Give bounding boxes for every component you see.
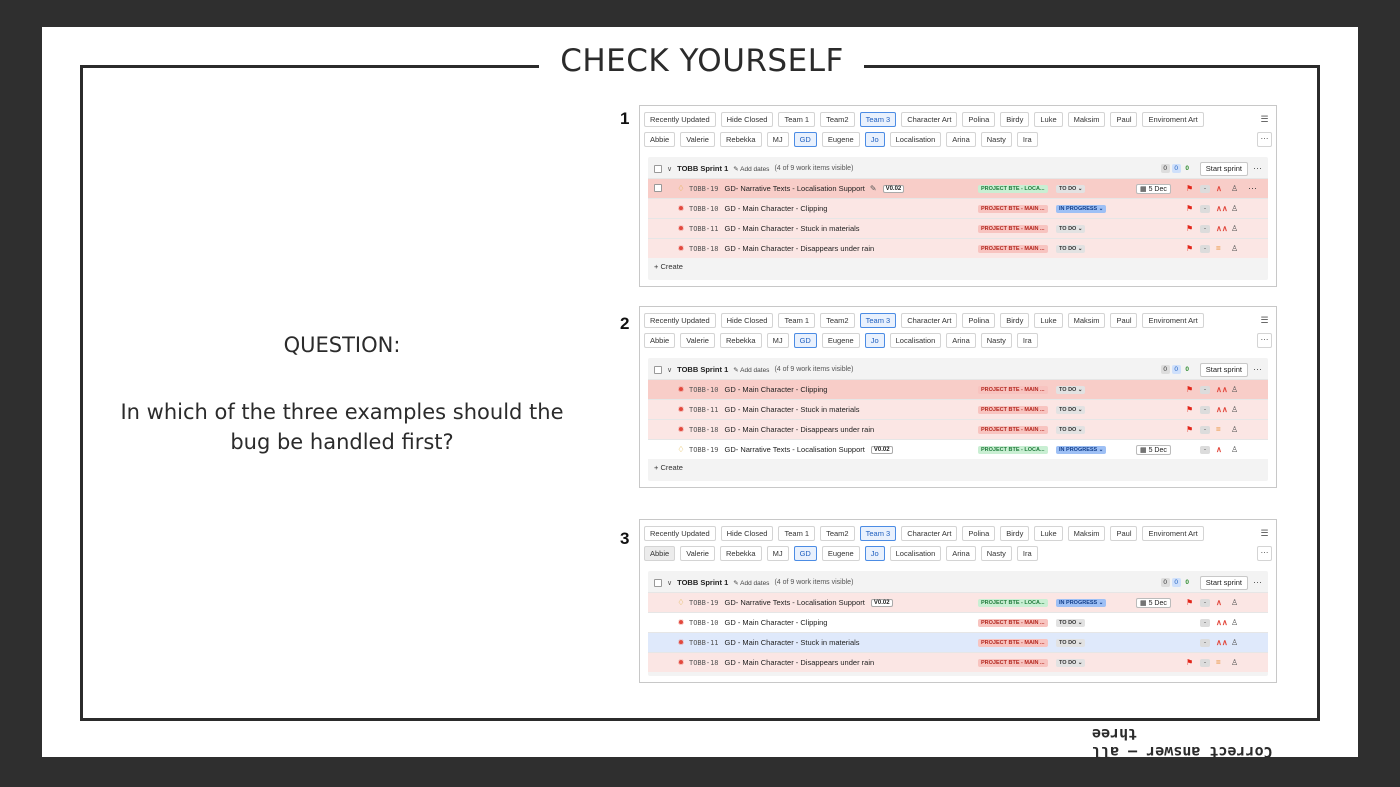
example-number-3: 3 <box>620 529 630 548</box>
epic-lozenge[interactable]: PROJECT BTE - MAIN ... <box>978 406 1048 414</box>
bug-icon: ✹ <box>677 658 685 667</box>
issue-key[interactable]: TOBB-19 <box>689 598 719 607</box>
due-date <box>1136 445 1171 455</box>
issue-key[interactable]: TOBB-18 <box>689 425 719 434</box>
filter-chip-ira[interactable]: Ira <box>1017 132 1038 147</box>
priority-icon: = <box>1216 244 1221 253</box>
create-label: Create <box>660 463 683 472</box>
status-dropdown[interactable]: TO DO ⌄ <box>1056 245 1085 253</box>
filter-chip-gd[interactable]: GD <box>794 132 817 147</box>
filter-chip-nasty[interactable]: Nasty <box>981 333 1012 348</box>
sliders-icon[interactable]: ☰ <box>1260 527 1269 538</box>
issue-row[interactable] <box>648 439 1268 459</box>
sprint-name: TOBB Sprint 1 <box>677 164 729 173</box>
filter-chip-mj[interactable]: MJ <box>767 546 789 561</box>
issue-key[interactable]: TOBB-19 <box>689 184 719 193</box>
filter-chip-mj[interactable]: MJ <box>767 333 789 348</box>
epic-lozenge[interactable]: PROJECT BTE - LOCA... <box>978 599 1048 607</box>
lightbulb-icon: ♢ <box>677 445 685 454</box>
estimate[interactable]: - <box>1200 619 1210 627</box>
filter-chip-team-1[interactable]: Team 1 <box>778 526 815 541</box>
flag-icon[interactable]: ⚑ <box>1186 658 1194 667</box>
issue-key[interactable]: TOBB-18 <box>689 244 719 253</box>
start-sprint-button[interactable]: Start sprint <box>1200 162 1248 176</box>
due-date <box>1136 184 1171 194</box>
calendar-icon: ▦ <box>1140 446 1149 454</box>
status-dropdown[interactable]: TO DO ⌄ <box>1056 386 1085 394</box>
epic-lozenge[interactable]: PROJECT BTE - MAIN ... <box>978 639 1048 647</box>
person-icon[interactable]: ♙ <box>1231 244 1239 253</box>
epic-lozenge[interactable]: PROJECT BTE - MAIN ... <box>978 386 1048 394</box>
issue-summary[interactable]: GD - Main Character - Disappears under rain <box>724 425 875 434</box>
add-dates-link[interactable] <box>733 366 769 374</box>
issue-key[interactable]: TOBB-19 <box>689 445 719 454</box>
visible-count: (4 of 9 work items visible) <box>774 579 854 586</box>
status-dropdown[interactable]: IN PROGRESS ⌄ <box>1056 599 1106 607</box>
sliders-icon[interactable]: ☰ <box>1260 113 1269 124</box>
board-panel-3 <box>639 519 1277 683</box>
issue-key[interactable]: TOBB-11 <box>689 405 719 414</box>
add-dates-label: Add dates <box>740 366 770 374</box>
filter-chip-team-1[interactable]: Team 1 <box>778 313 815 328</box>
issue-row[interactable] <box>648 399 1268 419</box>
flag-icon[interactable]: ⚑ <box>1186 184 1194 193</box>
lightbulb-icon: ♢ <box>677 598 685 607</box>
filter-chip-luke[interactable]: Luke <box>1034 112 1062 127</box>
filter-chip-hide-closed[interactable]: Hide Closed <box>721 313 774 328</box>
status-dropdown[interactable]: TO DO ⌄ <box>1056 185 1085 193</box>
filter-chip-team2[interactable]: Team2 <box>820 313 855 328</box>
person-icon[interactable]: ♙ <box>1231 445 1239 454</box>
create-button[interactable] <box>648 459 1268 477</box>
filter-chip-abbie[interactable]: Abbie <box>644 132 675 147</box>
count-todo: 0 <box>1161 365 1170 374</box>
filter-row-2 <box>644 330 1272 350</box>
ellipsis-icon[interactable]: ⋯ <box>1253 163 1262 173</box>
issue-row[interactable] <box>648 379 1268 399</box>
filter-chip-gd[interactable]: GD <box>794 333 817 348</box>
person-icon[interactable]: ♙ <box>1231 385 1239 394</box>
filter-chip-luke[interactable]: Luke <box>1034 526 1062 541</box>
filter-chip-jo[interactable]: Jo <box>865 546 885 561</box>
filter-chip-arina[interactable]: Arina <box>946 132 976 147</box>
epic-lozenge[interactable]: PROJECT BTE - MAIN ... <box>978 659 1048 667</box>
filter-chip-recently-updated[interactable]: Recently Updated <box>644 313 716 328</box>
question-text: In which of the three examples should the bug be handled first? <box>120 400 564 454</box>
lightbulb-icon: ♢ <box>677 184 685 193</box>
issue-summary[interactable]: GD - Main Character - Clipping <box>724 385 828 394</box>
epic-lozenge[interactable]: PROJECT BTE - LOCA... <box>978 185 1048 193</box>
priority-icon: ∧∧ <box>1216 385 1228 394</box>
epic-lozenge[interactable]: PROJECT BTE - MAIN ... <box>978 245 1048 253</box>
filter-chip-team-3[interactable]: Team 3 <box>860 526 897 541</box>
filter-chip-gd[interactable]: GD <box>794 546 817 561</box>
epic-lozenge[interactable]: PROJECT BTE - MAIN ... <box>978 225 1048 233</box>
chevron-down-icon[interactable]: ∨ <box>667 366 673 374</box>
status-dropdown[interactable]: TO DO ⌄ <box>1056 406 1085 414</box>
quick-filters <box>640 106 1276 151</box>
issue-row[interactable] <box>648 652 1268 672</box>
filter-chip-character-art[interactable]: Character Art <box>901 313 957 328</box>
calendar-icon: ▦ <box>1140 599 1149 607</box>
filter-chip-abbie[interactable]: Abbie <box>644 546 675 561</box>
count-done: 0 <box>1185 165 1190 172</box>
issue-summary[interactable]: GD - Main Character - Clipping <box>724 618 828 627</box>
person-icon[interactable]: ♙ <box>1231 204 1239 213</box>
count-todo: 0 <box>1161 164 1170 173</box>
filter-chip-team2[interactable]: Team2 <box>820 526 855 541</box>
bug-icon: ✹ <box>677 405 685 414</box>
filter-chip-eugene[interactable]: Eugene <box>822 132 860 147</box>
filter-chip-rebekka[interactable]: Rebekka <box>720 132 762 147</box>
filter-chip-luke[interactable]: Luke <box>1034 313 1062 328</box>
add-dates-link[interactable] <box>733 579 769 587</box>
person-icon[interactable]: ♙ <box>1231 598 1239 607</box>
flag-icon[interactable]: ⚑ <box>1186 425 1194 434</box>
priority-icon: ∧ <box>1216 445 1222 454</box>
issue-row[interactable] <box>648 238 1268 258</box>
estimate[interactable]: - <box>1200 406 1210 414</box>
priority-icon: = <box>1216 658 1221 667</box>
calendar-icon: ▦ <box>1140 185 1149 193</box>
filter-chip-character-art[interactable]: Character Art <box>901 112 957 127</box>
filter-chip-hide-closed[interactable]: Hide Closed <box>721 526 774 541</box>
bug-icon: ✹ <box>677 385 685 394</box>
sprint-name: TOBB Sprint 1 <box>677 578 729 587</box>
filter-chip-arina[interactable]: Arina <box>946 546 976 561</box>
filter-chip-jo[interactable]: Jo <box>865 333 885 348</box>
slide <box>42 27 1358 761</box>
sprint-checkbox[interactable] <box>654 366 662 374</box>
flag-icon[interactable]: ⚑ <box>1186 405 1194 414</box>
fix-version: V0.02 <box>871 446 893 454</box>
filter-chip-birdy[interactable]: Birdy <box>1000 526 1029 541</box>
issue-row[interactable] <box>648 178 1268 198</box>
priority-icon: ∧∧ <box>1216 204 1228 213</box>
bug-icon: ✹ <box>677 244 685 253</box>
start-sprint-button[interactable]: Start sprint <box>1200 576 1248 590</box>
filter-chip-abbie[interactable]: Abbie <box>644 333 675 348</box>
sprint-name: TOBB Sprint 1 <box>677 365 729 374</box>
sprint-section <box>648 157 1268 280</box>
priority-icon: ∧ <box>1216 184 1222 193</box>
person-icon[interactable]: ♙ <box>1231 425 1239 434</box>
issue-row[interactable] <box>648 419 1268 439</box>
ellipsis-icon[interactable]: ⋯ <box>1248 183 1257 193</box>
priority-icon: ∧∧ <box>1216 405 1228 414</box>
filter-chip-hide-closed[interactable]: Hide Closed <box>721 112 774 127</box>
due-date-text: 5 Dec <box>1148 599 1167 607</box>
status-dropdown[interactable]: TO DO ⌄ <box>1056 659 1085 667</box>
filter-chip-mj[interactable]: MJ <box>767 132 789 147</box>
sprint-header <box>648 573 1268 592</box>
edit-icon: ✎ <box>733 366 741 374</box>
create-button[interactable] <box>648 258 1268 276</box>
priority-icon: ∧∧ <box>1216 638 1228 647</box>
row-checkbox[interactable] <box>654 184 662 192</box>
filter-chip-recently-updated[interactable]: Recently Updated <box>644 526 716 541</box>
plus-icon: + <box>654 262 661 271</box>
plus-icon: + <box>654 463 661 472</box>
filter-chip-maksim[interactable]: Maksim <box>1068 112 1106 127</box>
quick-filters <box>640 307 1276 352</box>
sprint-section <box>648 571 1268 676</box>
epic-lozenge[interactable]: PROJECT BTE - MAIN ... <box>978 426 1048 434</box>
issue-key[interactable]: TOBB-18 <box>689 658 719 667</box>
bug-icon: ✹ <box>677 425 685 434</box>
bug-icon: ✹ <box>677 224 685 233</box>
edit-icon[interactable]: ✎ <box>869 184 877 193</box>
epic-lozenge[interactable]: PROJECT BTE - MAIN ... <box>978 205 1048 213</box>
bug-icon: ✹ <box>677 638 685 647</box>
estimate[interactable]: - <box>1200 599 1210 607</box>
filter-chip-valerie[interactable]: Valerie <box>680 333 715 348</box>
issue-key[interactable]: TOBB-10 <box>689 618 719 627</box>
sprint-checkbox[interactable] <box>654 165 662 173</box>
estimate[interactable]: - <box>1200 446 1210 454</box>
estimate[interactable]: - <box>1200 205 1210 213</box>
estimate[interactable]: - <box>1200 639 1210 647</box>
status-dropdown[interactable]: TO DO ⌄ <box>1056 639 1085 647</box>
due-date-text: 5 Dec <box>1148 185 1167 193</box>
filter-row-1 <box>644 310 1272 330</box>
question-label: QUESTION: <box>283 333 401 357</box>
filter-row-2 <box>644 543 1272 563</box>
answer-text: Correct answer — all three <box>1092 725 1273 761</box>
filter-chip-arina[interactable]: Arina <box>946 333 976 348</box>
count-done: 0 <box>1185 366 1190 373</box>
sprint-checkbox[interactable] <box>654 579 662 587</box>
count-progress: 0 <box>1172 578 1181 587</box>
flag-icon[interactable]: ⚑ <box>1186 224 1194 233</box>
estimate[interactable]: - <box>1200 245 1210 253</box>
filter-chip-team-3[interactable]: Team 3 <box>860 112 897 127</box>
ellipsis-icon[interactable]: ⋯ <box>1253 364 1262 374</box>
sprint-section <box>648 358 1268 481</box>
epic-lozenge[interactable]: PROJECT BTE - MAIN ... <box>978 619 1048 627</box>
issue-key[interactable]: TOBB-10 <box>689 204 719 213</box>
flag-icon[interactable]: ⚑ <box>1186 385 1194 394</box>
filter-chip-enviroment-art[interactable]: Enviroment Art <box>1142 313 1203 328</box>
ellipsis-icon[interactable]: ⋯ <box>1253 577 1262 587</box>
filter-row-1 <box>644 109 1272 129</box>
epic-lozenge[interactable]: PROJECT BTE - LOCA... <box>978 446 1048 454</box>
issue-summary[interactable]: GD - Main Character - Stuck in materials <box>724 638 860 647</box>
priority-icon: ∧ <box>1216 598 1222 607</box>
issue-key[interactable]: TOBB-11 <box>689 638 719 647</box>
board-panel-2 <box>639 306 1277 488</box>
person-icon[interactable]: ♙ <box>1231 405 1239 414</box>
ellipsis-icon[interactable]: ⋯ <box>1257 546 1272 561</box>
issue-key[interactable]: TOBB-11 <box>689 224 719 233</box>
issue-summary[interactable]: GD - Main Character - Stuck in materials <box>724 405 860 414</box>
issue-summary[interactable]: GD- Narrative Texts - Localisation Support <box>724 598 865 607</box>
issue-summary[interactable]: GD - Main Character - Stuck in materials <box>724 224 860 233</box>
count-done: 0 <box>1185 579 1190 586</box>
filter-chip-localisation[interactable]: Localisation <box>890 546 942 561</box>
estimate[interactable]: - <box>1200 185 1210 193</box>
filter-chip-polina[interactable]: Polina <box>962 313 995 328</box>
issue-row[interactable] <box>648 592 1268 612</box>
status-dropdown[interactable]: IN PROGRESS ⌄ <box>1056 446 1106 454</box>
filter-chip-valerie[interactable]: Valerie <box>680 132 715 147</box>
row-checkbox-slot <box>654 184 676 194</box>
example-number-2: 2 <box>620 314 630 333</box>
issue-summary[interactable]: GD - Main Character - Clipping <box>724 204 828 213</box>
issue-row[interactable] <box>648 218 1268 238</box>
issue-row[interactable] <box>648 198 1268 218</box>
chevron-down-icon[interactable]: ∨ <box>667 165 673 173</box>
issue-row[interactable] <box>648 612 1268 632</box>
filter-chip-jo[interactable]: Jo <box>865 132 885 147</box>
person-icon[interactable]: ♙ <box>1231 658 1239 667</box>
person-icon[interactable]: ♙ <box>1231 638 1239 647</box>
start-sprint-button[interactable]: Start sprint <box>1200 363 1248 377</box>
quick-filters <box>640 520 1276 565</box>
filter-chip-maksim[interactable]: Maksim <box>1068 313 1106 328</box>
fix-version: V0.02 <box>883 185 905 193</box>
flag-icon[interactable]: ⚑ <box>1186 244 1194 253</box>
filter-chip-team-3[interactable]: Team 3 <box>860 313 897 328</box>
filter-chip-ira[interactable]: Ira <box>1017 333 1038 348</box>
count-todo: 0 <box>1161 578 1170 587</box>
slide-title: CHECK YOURSELF <box>560 43 844 79</box>
filter-chip-nasty[interactable]: Nasty <box>981 546 1012 561</box>
filter-chip-rebekka[interactable]: Rebekka <box>720 546 762 561</box>
filter-chip-paul[interactable]: Paul <box>1110 526 1137 541</box>
due-date-text: 5 Dec <box>1148 446 1167 454</box>
ellipsis-icon[interactable]: ⋯ <box>1257 132 1272 147</box>
add-dates-link[interactable] <box>733 165 769 173</box>
sprint-header <box>648 159 1268 178</box>
person-icon[interactable]: ♙ <box>1231 224 1239 233</box>
bug-icon: ✹ <box>677 618 685 627</box>
chevron-down-icon[interactable]: ∨ <box>667 579 673 587</box>
priority-icon: ∧∧ <box>1216 618 1228 627</box>
filter-chip-birdy[interactable]: Birdy <box>1000 112 1029 127</box>
issue-summary[interactable]: GD- Narrative Texts - Localisation Support <box>724 445 865 454</box>
issue-summary[interactable]: GD - Main Character - Disappears under rain <box>724 658 875 667</box>
ellipsis-icon[interactable]: ⋯ <box>1257 333 1272 348</box>
filter-chip-eugene[interactable]: Eugene <box>822 333 860 348</box>
filter-chip-polina[interactable]: Polina <box>962 112 995 127</box>
flag-icon[interactable]: ⚑ <box>1186 598 1194 607</box>
status-dropdown[interactable]: IN PROGRESS ⌄ <box>1056 205 1106 213</box>
filter-chip-team-1[interactable]: Team 1 <box>778 112 815 127</box>
sliders-icon[interactable]: ☰ <box>1260 314 1269 325</box>
filter-chip-localisation[interactable]: Localisation <box>890 333 942 348</box>
add-dates-label: Add dates <box>740 579 770 587</box>
filter-chip-nasty[interactable]: Nasty <box>981 132 1012 147</box>
status-dropdown[interactable]: TO DO ⌄ <box>1056 426 1085 434</box>
estimate[interactable]: - <box>1200 426 1210 434</box>
due-date <box>1136 598 1171 608</box>
sprint-header <box>648 360 1268 379</box>
filter-chip-character-art[interactable]: Character Art <box>901 526 957 541</box>
edit-icon: ✎ <box>733 579 741 587</box>
estimate[interactable]: - <box>1200 386 1210 394</box>
status-dropdown[interactable]: TO DO ⌄ <box>1056 225 1085 233</box>
filter-chip-paul[interactable]: Paul <box>1110 112 1137 127</box>
filter-chip-valerie[interactable]: Valerie <box>680 546 715 561</box>
add-dates-label: Add dates <box>740 165 770 173</box>
bug-icon: ✹ <box>677 204 685 213</box>
filter-chip-localisation[interactable]: Localisation <box>890 132 942 147</box>
filter-chip-paul[interactable]: Paul <box>1110 313 1137 328</box>
filter-row-2 <box>644 129 1272 149</box>
filter-chip-rebekka[interactable]: Rebekka <box>720 333 762 348</box>
filter-chip-ira[interactable]: Ira <box>1017 546 1038 561</box>
count-progress: 0 <box>1172 365 1181 374</box>
filter-chip-team2[interactable]: Team2 <box>820 112 855 127</box>
visible-count: (4 of 9 work items visible) <box>774 165 854 172</box>
filter-chip-eugene[interactable]: Eugene <box>822 546 860 561</box>
filter-row-1 <box>644 523 1272 543</box>
fix-version: V0.02 <box>871 599 893 607</box>
filter-chip-maksim[interactable]: Maksim <box>1068 526 1106 541</box>
estimate[interactable]: - <box>1200 659 1210 667</box>
priority-icon: = <box>1216 425 1221 434</box>
person-icon[interactable]: ♙ <box>1231 184 1239 193</box>
filter-chip-recently-updated[interactable]: Recently Updated <box>644 112 716 127</box>
visible-count: (4 of 9 work items visible) <box>774 366 854 373</box>
count-progress: 0 <box>1172 164 1181 173</box>
issue-summary[interactable]: GD- Narrative Texts - Localisation Support <box>724 184 865 193</box>
person-icon[interactable]: ♙ <box>1231 618 1239 627</box>
estimate[interactable]: - <box>1200 225 1210 233</box>
status-dropdown[interactable]: TO DO ⌄ <box>1056 619 1085 627</box>
board-panel-1 <box>639 105 1277 287</box>
edit-icon: ✎ <box>733 165 741 173</box>
filter-chip-enviroment-art[interactable]: Enviroment Art <box>1142 526 1203 541</box>
example-number-1: 1 <box>620 109 630 128</box>
issue-key[interactable]: TOBB-10 <box>689 385 719 394</box>
filter-chip-enviroment-art[interactable]: Enviroment Art <box>1142 112 1203 127</box>
priority-icon: ∧∧ <box>1216 224 1228 233</box>
issue-row[interactable] <box>648 632 1268 652</box>
filter-chip-polina[interactable]: Polina <box>962 526 995 541</box>
issue-summary[interactable]: GD - Main Character - Disappears under rain <box>724 244 875 253</box>
filter-chip-birdy[interactable]: Birdy <box>1000 313 1029 328</box>
create-label: Create <box>660 262 683 271</box>
flag-icon[interactable]: ⚑ <box>1186 204 1194 213</box>
